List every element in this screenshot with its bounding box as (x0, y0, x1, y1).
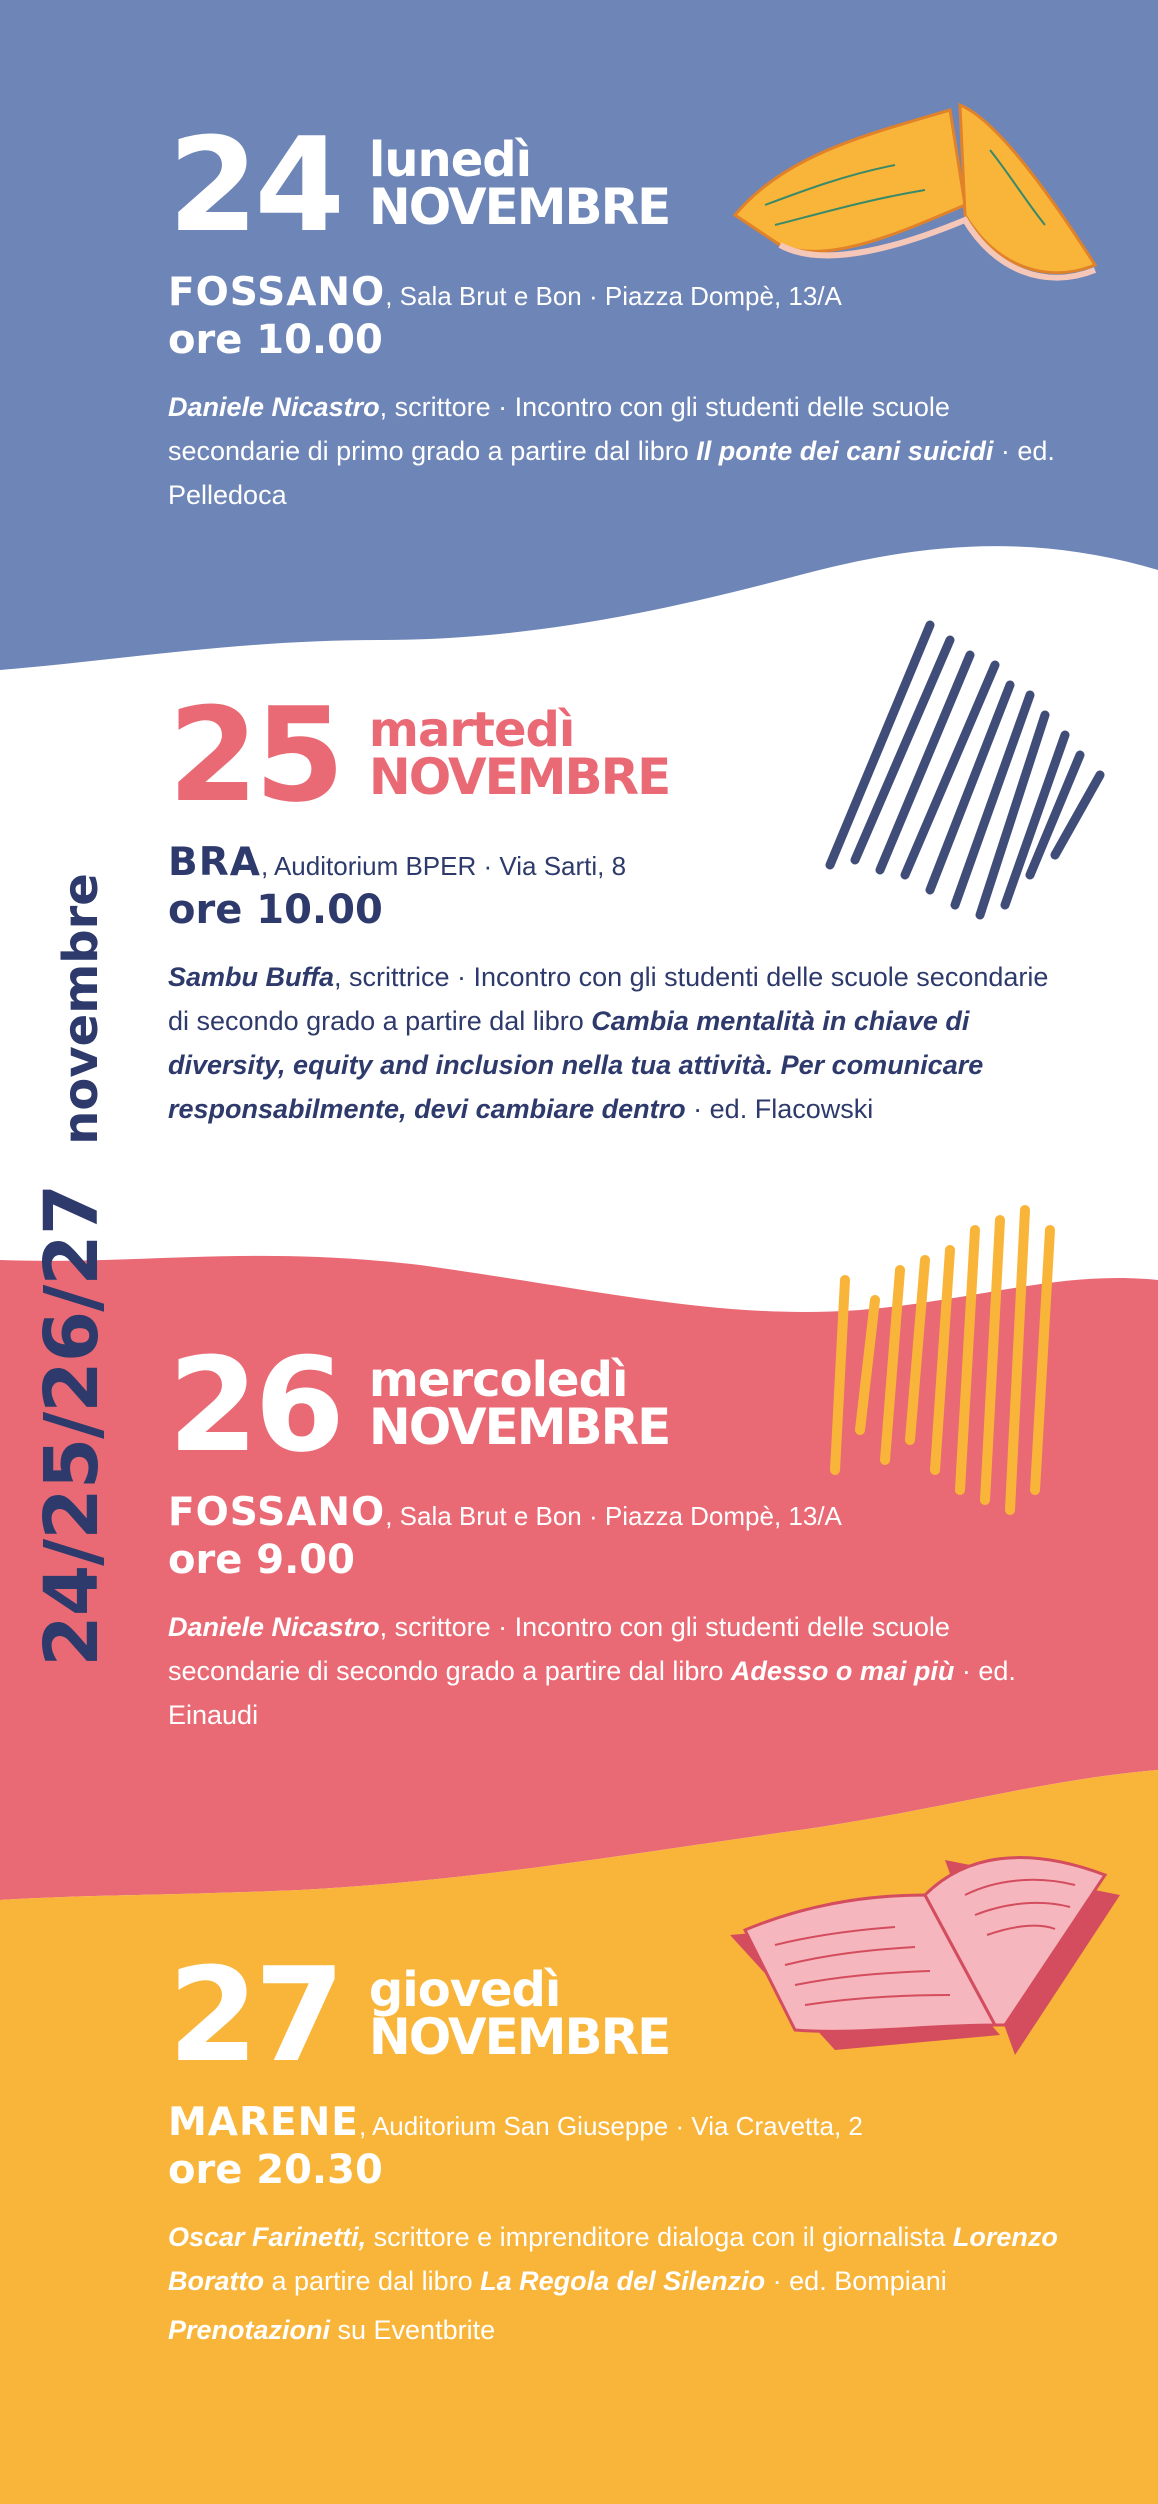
booking-platform: su Eventbrite (330, 2315, 496, 2345)
booking-label: Prenotazioni (168, 2315, 331, 2345)
event-date (168, 1329, 1068, 1481)
side-title-dates: 24/25/26/27 (29, 1184, 115, 1667)
event-venue: , Sala Brut e Bon · Piazza Dompè, 13/A (385, 281, 842, 311)
event-venue: , Auditorium BPER · Via Sarti, 8 (260, 851, 627, 881)
event-month: NOVEMBRE (368, 1398, 670, 1457)
event-location (168, 2100, 1068, 2145)
event-venue: , Auditorium San Giuseppe · Via Cravetta, 2 (358, 2111, 863, 2141)
event-author: Oscar Farinetti, (168, 2222, 367, 2252)
booking-note (168, 2315, 1068, 2346)
event-publisher: · ed. Bompiani (765, 2266, 947, 2296)
event-time: ore 20.30 (168, 2147, 383, 2193)
event-text: a partire dal libro (264, 2266, 481, 2296)
event-text: , scrittrice · Incontro con gli studenti delle scuole secondarie di secondo grado a partire dal libro (168, 962, 1049, 1036)
event-day-name (368, 1352, 670, 1457)
event-day-number: 26 (168, 1329, 341, 1481)
event-city: FOSSANO (168, 1490, 386, 1535)
event-date (168, 109, 1068, 261)
event-publisher: · ed. Einaudi (168, 1656, 1016, 1730)
event-time: ore 10.00 (168, 317, 383, 363)
event-month: NOVEMBRE (368, 178, 670, 237)
event-description (168, 955, 1068, 1131)
event-25 (168, 679, 1068, 1131)
event-day-number: 25 (168, 679, 341, 831)
side-title (29, 873, 115, 1667)
event-day-name (368, 1962, 670, 2067)
event-description (168, 2215, 1068, 2303)
event-description (168, 385, 1068, 517)
event-book-title: Cambia mentalità in chiave di diversity, equity and inclusion nella tua attività. Per comunicare responsabilmente, devi cambiare dentro (168, 1006, 984, 1124)
event-location (168, 840, 1068, 885)
event-24 (168, 109, 1068, 517)
event-26 (168, 1329, 1068, 1737)
event-book-title: Adesso o mai più (730, 1656, 955, 1686)
event-venue: , Sala Brut e Bon · Piazza Dompè, 13/A (385, 1501, 842, 1531)
event-text: scrittore e imprenditore dialoga con il giornalista (366, 2222, 953, 2252)
event-description (168, 1605, 1068, 1737)
event-text: , scrittore · Incontro con gli studenti delle scuole secondarie di primo grado a partire dal libro (168, 392, 950, 466)
event-city: FOSSANO (168, 270, 386, 315)
event-27 (168, 1939, 1068, 2346)
event-weekday: lunedì (368, 132, 532, 189)
event-month: NOVEMBRE (368, 748, 670, 807)
event-publisher: · ed. Pelledoca (168, 436, 1055, 510)
event-city: BRA (168, 840, 261, 885)
event-day-name (368, 702, 670, 807)
event-date (168, 679, 1068, 831)
event-time: ore 9.00 (168, 1537, 355, 1583)
side-title-month: novembre (53, 873, 109, 1145)
event-day-name (368, 132, 670, 237)
event-location (168, 1490, 1068, 1535)
event-date (168, 1939, 1068, 2091)
event-publisher: · ed. Flacowski (685, 1094, 874, 1124)
event-location (168, 270, 1068, 315)
event-book-title: Il ponte dei cani suicidi (696, 436, 994, 466)
event-weekday: martedì (368, 702, 575, 759)
event-author: Daniele Nicastro (168, 1612, 380, 1642)
event-weekday: giovedì (368, 1962, 561, 2019)
event-guest: Lorenzo Boratto (168, 2222, 1058, 2296)
event-time: ore 10.00 (168, 887, 383, 933)
event-day-number: 24 (168, 109, 341, 261)
event-day-number: 27 (168, 1939, 341, 2091)
event-month: NOVEMBRE (368, 2008, 670, 2067)
event-author: Daniele Nicastro (168, 392, 380, 422)
event-book-title: La Regola del Silenzio (480, 2266, 766, 2296)
event-weekday: mercoledì (368, 1352, 628, 1409)
event-author: Sambu Buffa (168, 962, 335, 992)
event-city: MARENE (168, 2100, 359, 2145)
event-text: , scrittore · Incontro con gli studenti delle scuole secondarie di secondo grado a partire dal libro (168, 1612, 950, 1686)
